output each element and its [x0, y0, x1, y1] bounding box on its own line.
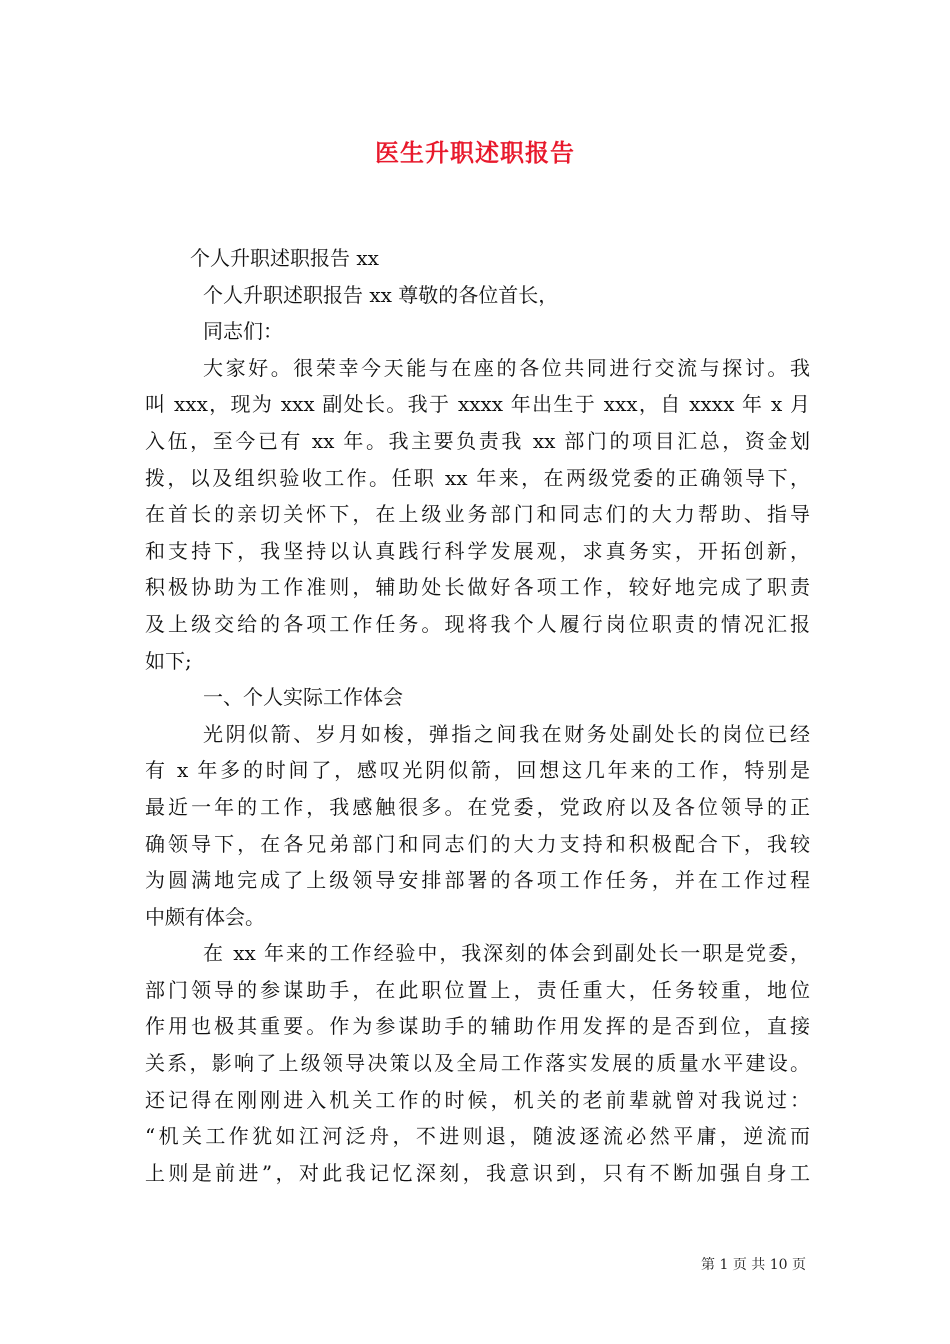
- paragraph-line: 部门领导的参谋助手，在此职位置上，责任重大，任务较重，地位: [145, 977, 810, 1002]
- paragraph-line: 还记得在刚刚进入机关工作的时候，机关的老前辈就曾对我说过：: [145, 1087, 810, 1112]
- paragraph-line: 作用也极其重要。作为参谋助手的辅助作用发挥的是否到位，直接: [145, 1014, 810, 1039]
- paragraph-line: 入伍，至今已有 xx 年。我主要负责我 xx 部门的项目汇总，资金划: [145, 428, 810, 453]
- paragraph-line: 积极协助为工作准则，辅助处长做好各项工作，较好地完成了职责: [145, 575, 810, 600]
- paragraph-line: 中颇有体会。: [145, 904, 265, 929]
- salutation-line: 同志们：: [203, 319, 283, 344]
- paragraph-line: 上则是前进”，对此我记忆深刻，我意识到，只有不断加强自身工: [145, 1160, 810, 1185]
- paragraph-line: 有 x 年多的时间了，感叹光阴似箭，回想这几年来的工作，特别是: [145, 758, 810, 783]
- section-heading: 一、个人实际工作体会: [203, 685, 403, 710]
- document-body: [145, 240, 810, 1191]
- paragraph-line: 及上级交给的各项工作任务。现将我个人履行岗位职责的情况汇报: [145, 611, 810, 636]
- paragraph-line: 最近一年的工作，我感触很多。在党委，党政府以及各位领导的正: [145, 794, 810, 819]
- salutation-line: 个人升职述职报告 xx 尊敬的各位首长，: [203, 282, 559, 307]
- paragraph-line: 如下;: [145, 648, 192, 673]
- paragraph-line: 大家好。很荣幸今天能与在座的各位共同进行交流与探讨。我: [203, 355, 810, 380]
- paragraph-line: “机关工作犹如江河泛舟，不进则退，随波逐流必然平庸，逆流而: [145, 1124, 810, 1149]
- paragraph-line: 在 xx 年来的工作经验中，我深刻的体会到副处长一职是党委，: [203, 941, 810, 966]
- subtitle-line: 个人升职述职报告 xx: [190, 246, 379, 270]
- paragraph-line: 在首长的亲切关怀下，在上级业务部门和同志们的大力帮助、指导: [145, 502, 810, 527]
- document-title: 医生升职述职报告: [375, 138, 575, 167]
- paragraph-line: 确领导下，在各兄弟部门和同志们的大力支持和积极配合下，我较: [145, 831, 810, 856]
- paragraph-line: 关系，影响了上级领导决策以及全局工作落实发展的质量水平建设。: [145, 1051, 810, 1076]
- paragraph-line: 叫 xxx，现为 xxx 副处长。我于 xxxx 年出生于 xxx，自 xxxx 年 x 月: [145, 392, 810, 417]
- paragraph-line: 拨，以及组织验收工作。任职 xx 年来，在两级党委的正确领导下，: [145, 465, 810, 490]
- page-number-footer: 第 1 页 共 10 页: [701, 1257, 806, 1273]
- paragraph-line: 和支持下，我坚持以认真践行科学发展观，求真务实，开拓创新，: [145, 538, 810, 563]
- paragraph-line: 光阴似箭、岁月如梭，弹指之间我在财务处副处长的岗位已经: [203, 721, 810, 746]
- paragraph-line: 为圆满地完成了上级领导安排部署的各项工作任务，并在工作过程: [145, 868, 810, 893]
